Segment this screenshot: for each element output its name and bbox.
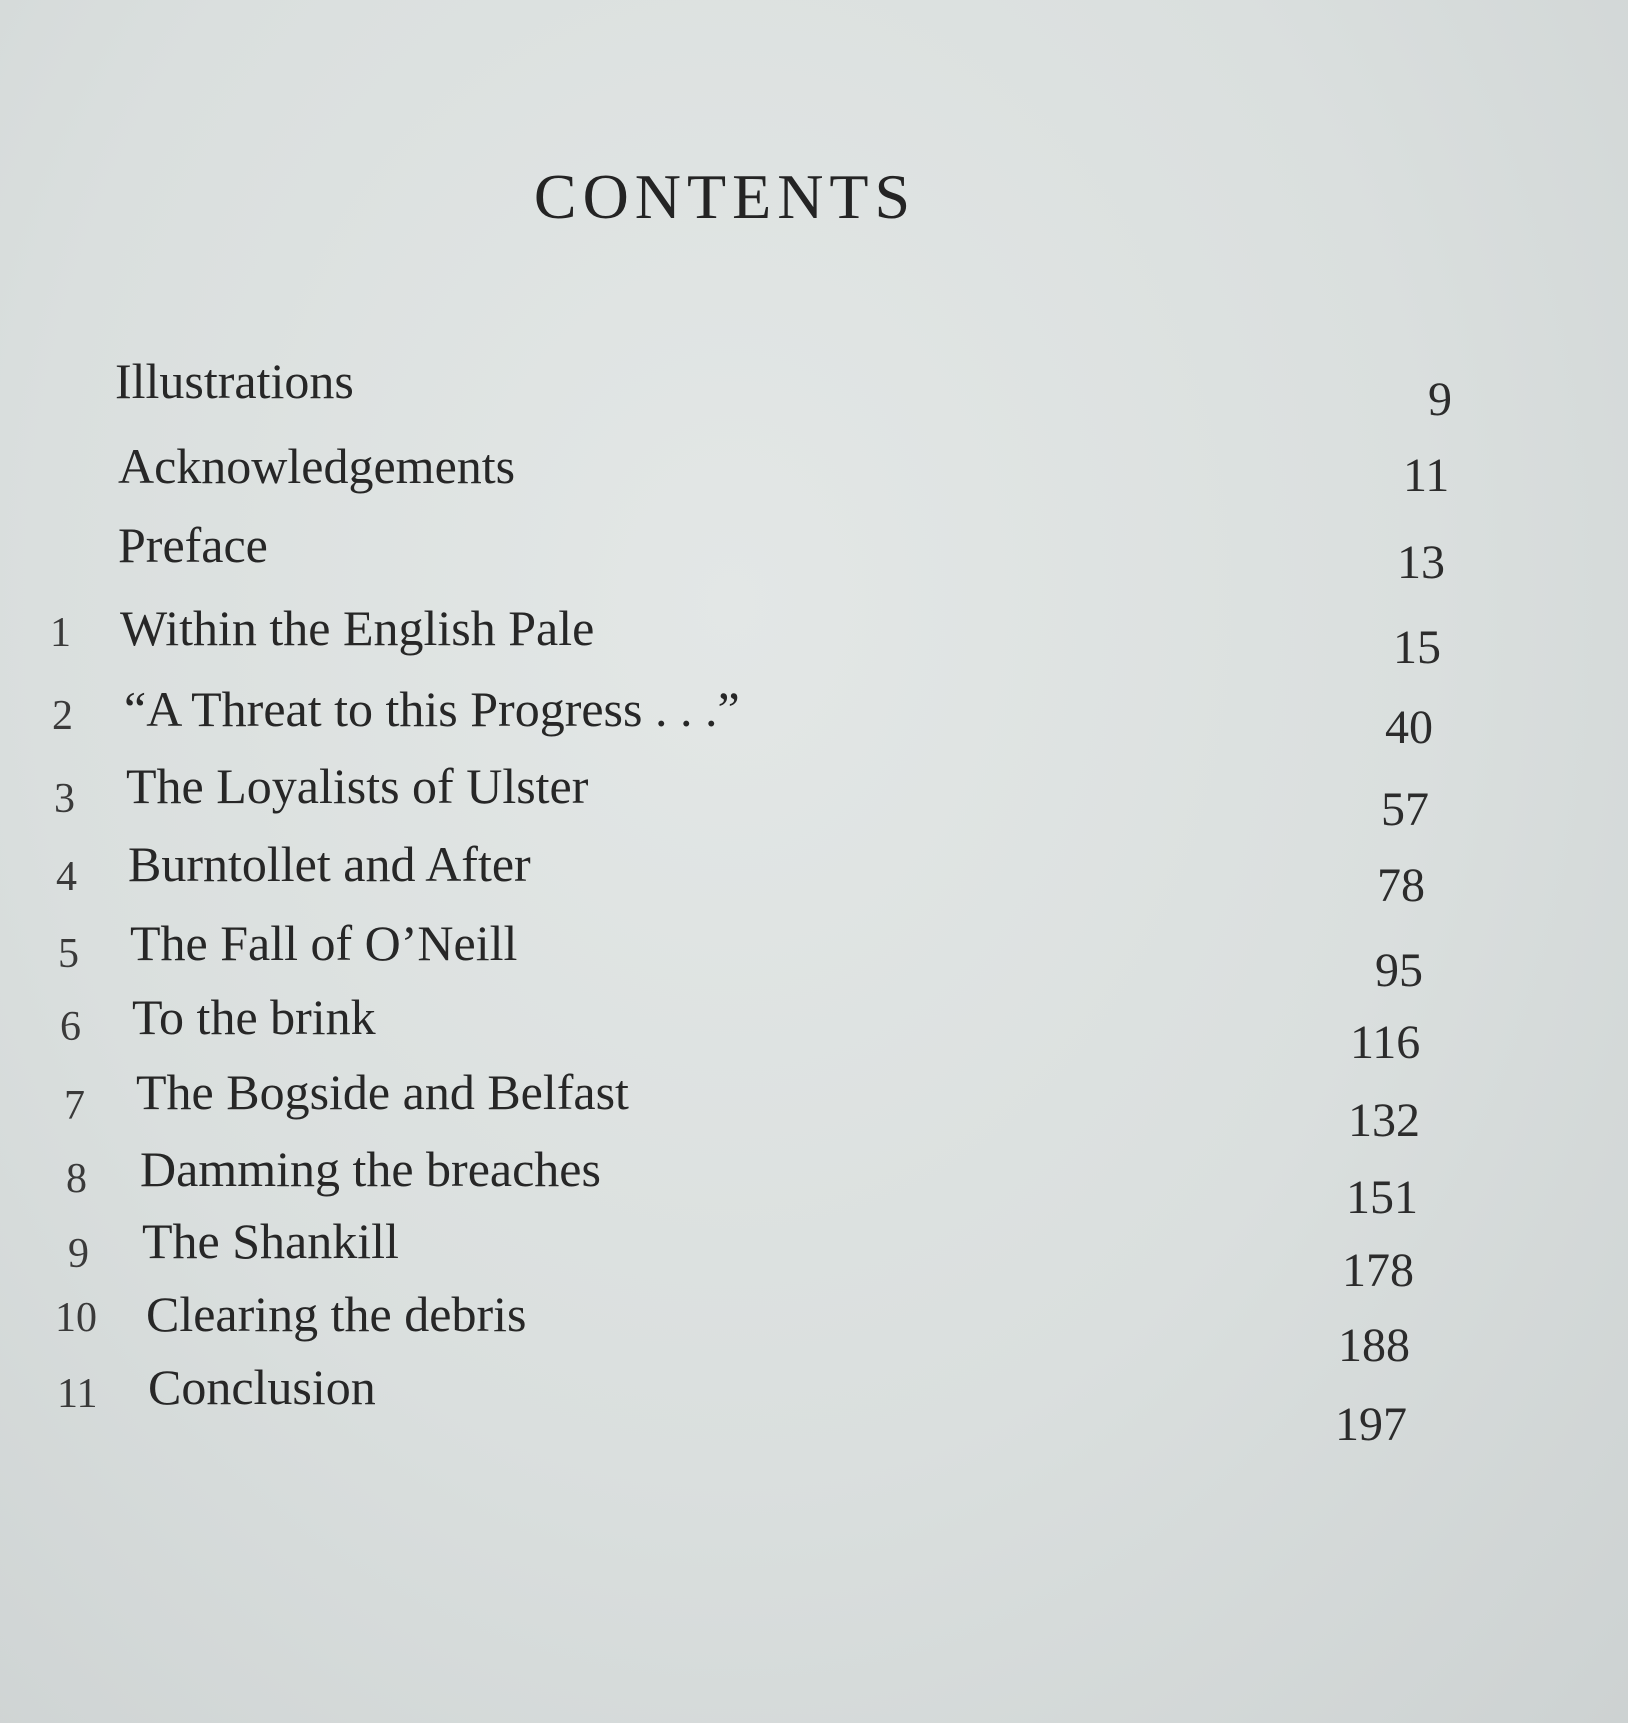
chapter-title: Burntollet and After xyxy=(128,836,531,892)
chapter-number: 6 xyxy=(60,1004,81,1050)
chapter-title: “A Threat to this Progress . . .” xyxy=(124,681,740,737)
chapter-page: 197 xyxy=(1335,1398,1407,1451)
chapter-page: 95 xyxy=(1375,944,1423,997)
chapter-page: 151 xyxy=(1346,1171,1418,1224)
chapter-number: 7 xyxy=(64,1083,85,1129)
toc-page-acknowledgements: 11 xyxy=(1403,449,1450,502)
chapter-title: The Shankill xyxy=(142,1213,399,1269)
chapter-page: 132 xyxy=(1348,1094,1420,1147)
toc-page-illustrations: 9 xyxy=(1428,373,1452,426)
chapter-number: 10 xyxy=(55,1295,97,1341)
chapter-title: Within the English Pale xyxy=(120,600,595,656)
toc-page-preface: 13 xyxy=(1397,536,1445,589)
chapter-page: 188 xyxy=(1338,1319,1410,1372)
chapter-number: 9 xyxy=(68,1231,89,1277)
contents-heading: CONTENTS xyxy=(533,161,917,232)
chapter-page: 178 xyxy=(1342,1244,1414,1297)
chapter-title: To the brink xyxy=(132,989,376,1045)
chapter-page: 116 xyxy=(1350,1016,1421,1069)
chapter-number: 2 xyxy=(52,693,73,739)
chapter-title: The Loyalists of Ulster xyxy=(126,758,589,814)
toc-entry-acknowledgements: Acknowledgements xyxy=(118,438,516,494)
chapter-number: 4 xyxy=(56,854,77,900)
toc-entry-illustrations: Illustrations xyxy=(115,353,354,409)
chapter-number: 1 xyxy=(50,610,71,656)
chapter-title: Clearing the debris xyxy=(146,1286,527,1342)
chapter-number: 5 xyxy=(58,931,79,977)
chapter-number: 8 xyxy=(66,1156,87,1202)
chapter-title: Conclusion xyxy=(148,1359,376,1415)
chapter-number: 11 xyxy=(57,1371,98,1417)
chapter-page: 15 xyxy=(1393,621,1441,674)
chapter-page: 78 xyxy=(1377,859,1425,912)
chapter-page: 57 xyxy=(1381,783,1429,836)
chapter-title: The Fall of O’Neill xyxy=(130,915,518,971)
chapter-title: Damming the breaches xyxy=(140,1141,601,1197)
chapter-page: 40 xyxy=(1385,701,1433,754)
chapter-number: 3 xyxy=(54,776,75,822)
chapter-title: The Bogside and Belfast xyxy=(136,1064,629,1120)
toc-entry-preface: Preface xyxy=(118,517,268,573)
